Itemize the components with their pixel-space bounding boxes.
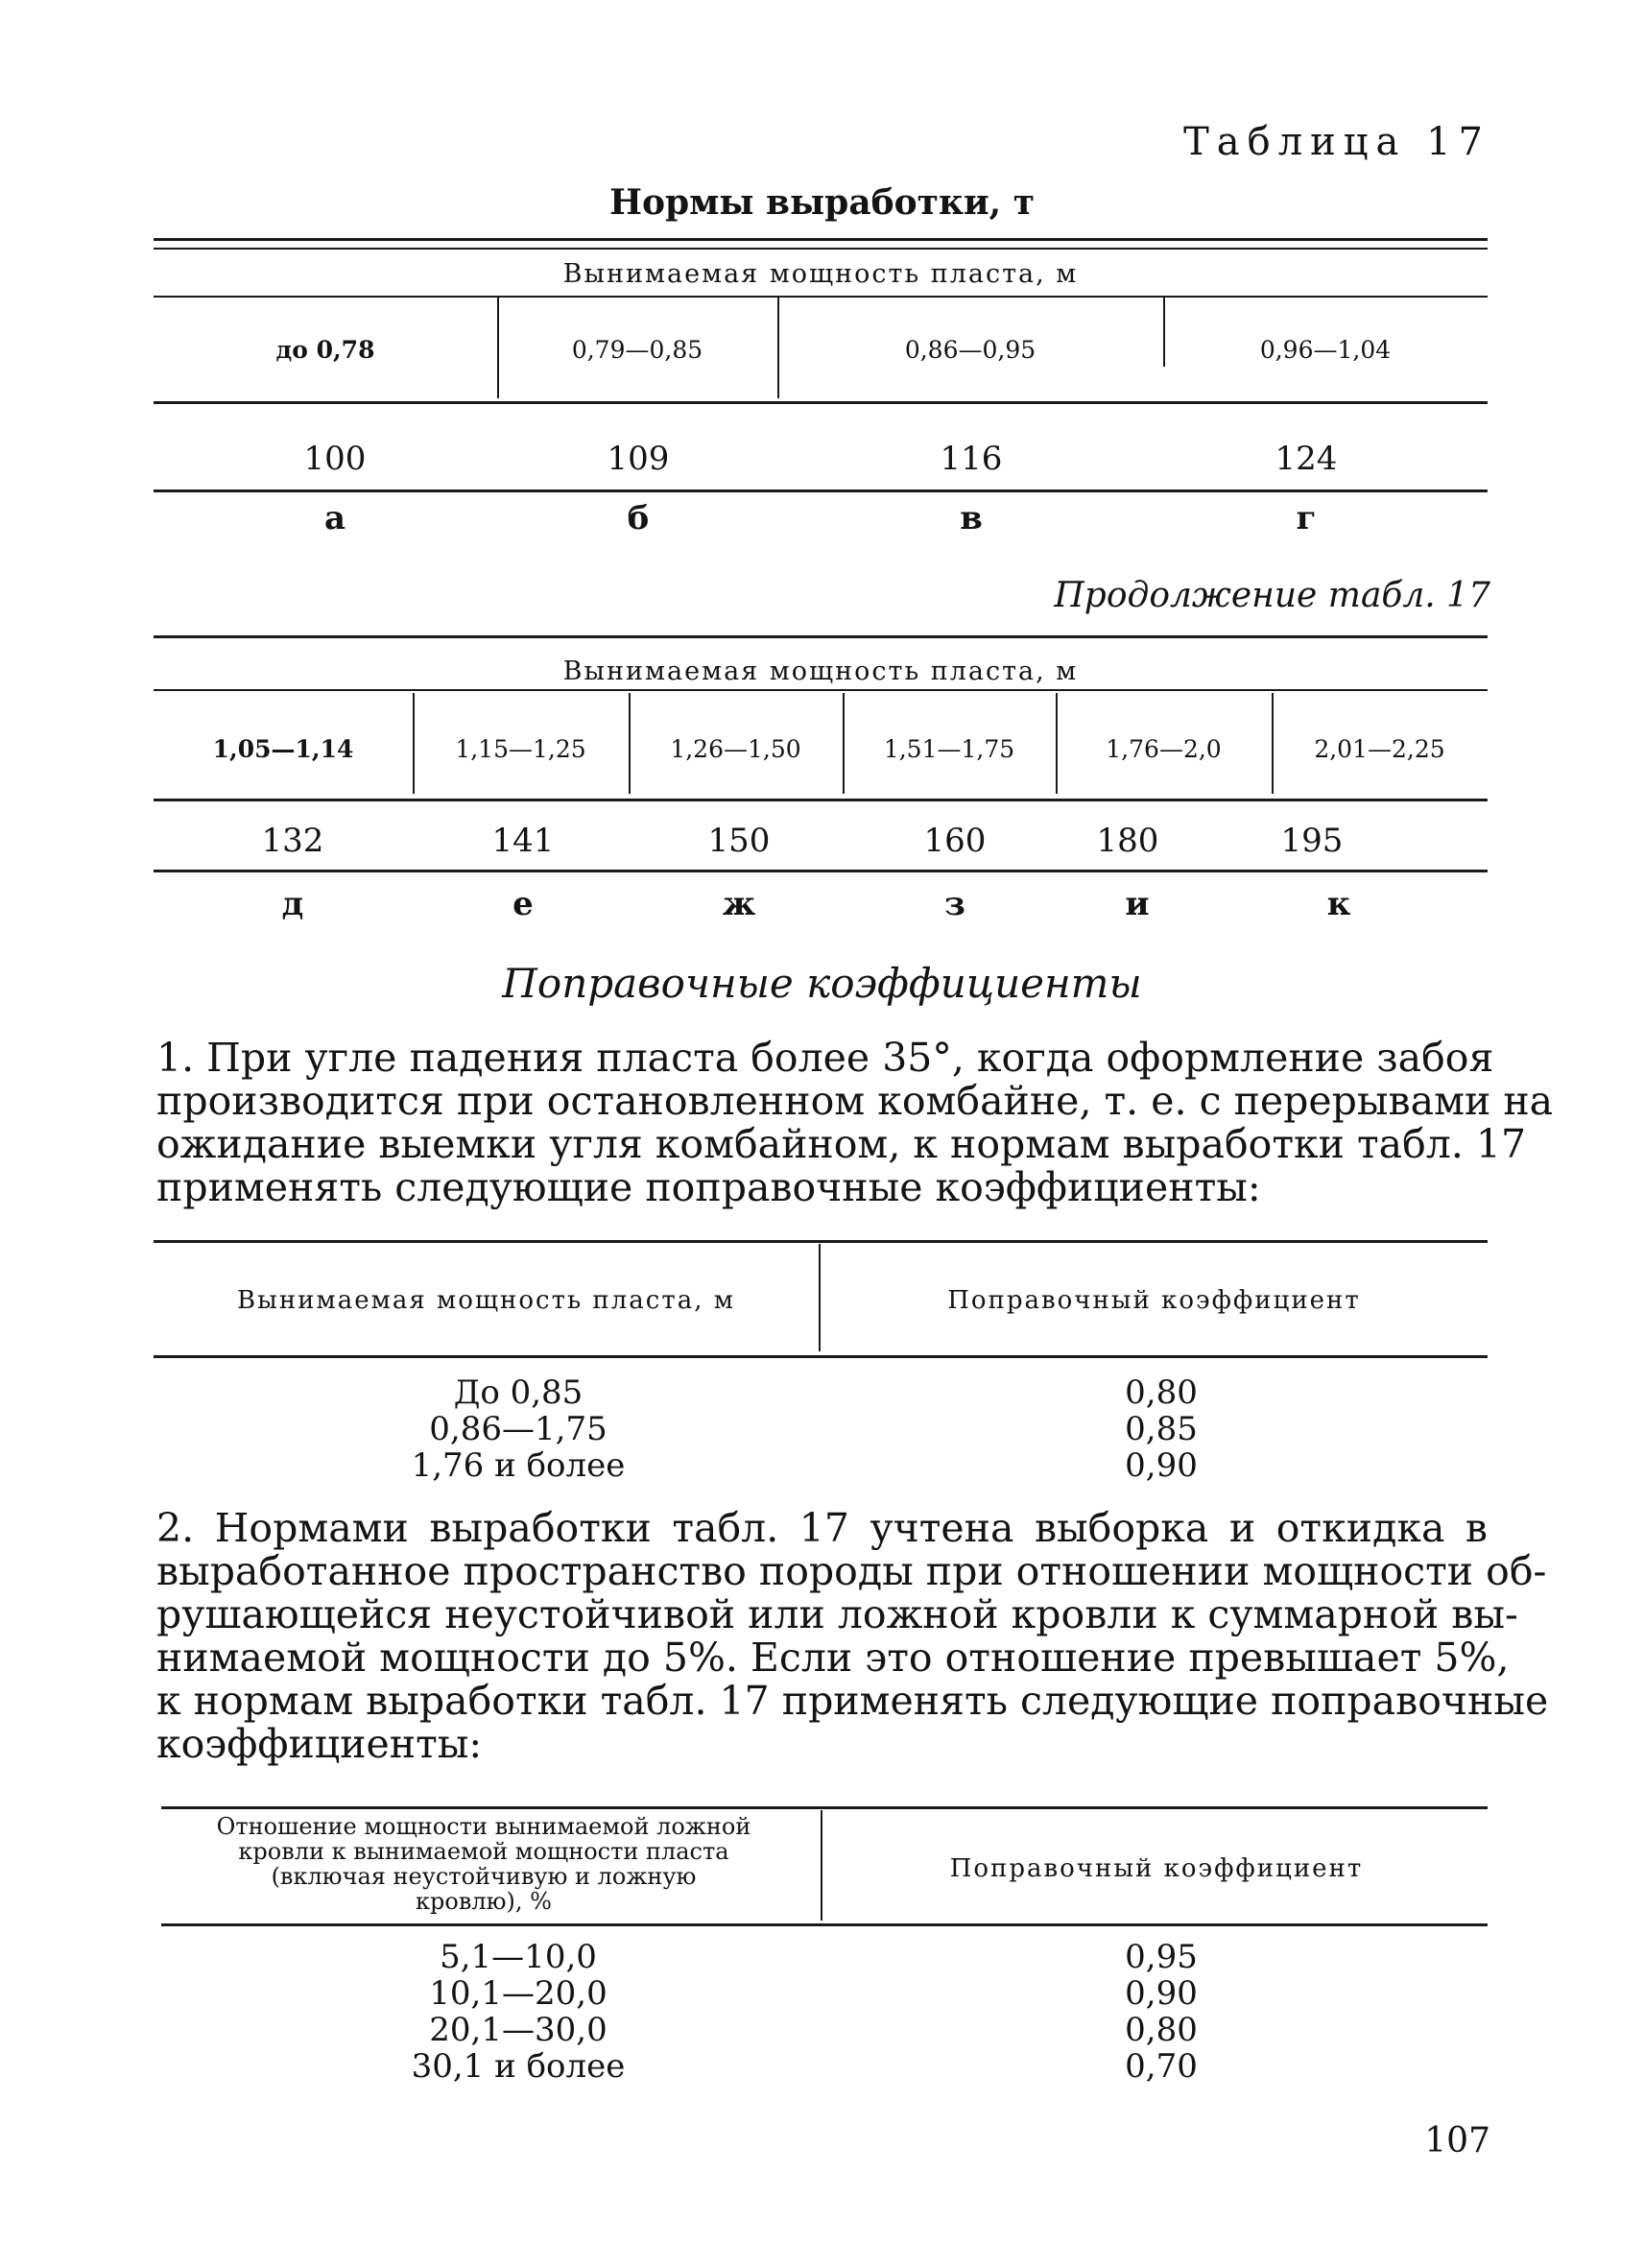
t2-coef-list bbox=[1065, 1939, 1257, 2085]
t1-range: 1,76 и более bbox=[411, 1446, 626, 1485]
paragraph-2-line: к нормам выработки табл. 17 применять следующие поправочные bbox=[156, 1678, 1549, 1724]
t1-range-list bbox=[317, 1374, 720, 1484]
part2-value-2: 141 bbox=[491, 822, 555, 860]
t1-col1-header: Вынимаемая мощность пласта, м bbox=[237, 1286, 735, 1315]
paragraph-1-line: ожидание выемки угля комбайном, к нормам выработки табл. 17 bbox=[156, 1121, 1527, 1167]
t2-range: 20,1—30,0 bbox=[429, 2011, 608, 2049]
part1-header: Вынимаемая мощность пласта, м bbox=[562, 259, 1079, 289]
paragraph-1-line: применять следующие поправочные коэффициенты: bbox=[156, 1164, 1261, 1210]
part2-col-3: 1,26—1,50 bbox=[670, 735, 801, 763]
t1-coef: 0,90 bbox=[1125, 1446, 1198, 1485]
t2-range: 5,1—10,0 bbox=[440, 1938, 597, 1976]
part2-letter-6: к bbox=[1326, 885, 1351, 923]
part2-letter-5: и bbox=[1125, 885, 1150, 923]
paragraph-2-line: выработанное пространство породы при отношении мощности об- bbox=[156, 1548, 1547, 1594]
t2-coef: 0,90 bbox=[1125, 1974, 1198, 2013]
part1-col-1: до 0,78 bbox=[275, 336, 375, 364]
page-number: 107 bbox=[1424, 2121, 1490, 2161]
part1-value-2: 109 bbox=[607, 440, 670, 478]
part2-value-3: 150 bbox=[707, 822, 771, 860]
part1-letter-4: г bbox=[1296, 499, 1317, 537]
t1-range: 0,86—1,75 bbox=[429, 1410, 608, 1448]
t2-range: 10,1—20,0 bbox=[429, 1974, 608, 2013]
paragraph-2-line: рушающейся неустойчивой или ложной кровли к суммарной вы- bbox=[156, 1591, 1518, 1637]
part2-col-6: 2,01—2,25 bbox=[1314, 735, 1445, 763]
t1-range: До 0,85 bbox=[453, 1373, 584, 1412]
part1-letter-3: в bbox=[960, 499, 983, 537]
paragraph-2-line: нимаемой мощности до 5%. Если это отношение превышает 5%, bbox=[156, 1635, 1510, 1681]
t2-range-list bbox=[317, 1939, 720, 2085]
part1-col-3: 0,86—0,95 bbox=[904, 336, 1036, 364]
t1-col2-header: Поправочный коэффициент bbox=[947, 1286, 1361, 1315]
paragraph-1-line: 1. При угле падения пласта более 35°, когда оформление забоя bbox=[156, 1035, 1494, 1081]
t2-coef: 0,95 bbox=[1125, 1938, 1198, 1976]
part2-header: Вынимаемая мощность пласта, м bbox=[562, 657, 1079, 686]
paragraph-1 bbox=[156, 1035, 1554, 1210]
part2-letter-4: з bbox=[944, 885, 965, 923]
paragraph-2-line: 2. Нормами выработки табл. 17 учтена выборка и откидка в bbox=[156, 1505, 1488, 1551]
part1-col-4: 0,96—1,04 bbox=[1259, 336, 1392, 364]
part1-value-3: 116 bbox=[940, 440, 1003, 478]
t2-col1-header-line: Отношение мощности вынимаемой ложной bbox=[216, 1813, 751, 1840]
t2-col1-header-line: (включая неустойчивую и ложную bbox=[271, 1863, 697, 1890]
part2-col-1: 1,05—1,14 bbox=[212, 735, 354, 763]
part2-value-6: 195 bbox=[1280, 822, 1344, 860]
part2-value-1: 132 bbox=[261, 822, 324, 860]
part2-value-5: 180 bbox=[1096, 822, 1159, 860]
t2-col1-header-line: кровлю), % bbox=[416, 1888, 552, 1915]
part2-col-2: 1,15—1,25 bbox=[455, 735, 586, 763]
paragraph-1-line: производится при остановленном комбайне, т. е. с перерывами на bbox=[156, 1078, 1554, 1124]
part2-col-5: 1,76—2,0 bbox=[1106, 735, 1222, 763]
t1-coef: 0,80 bbox=[1125, 1373, 1198, 1412]
t1-coef: 0,85 bbox=[1125, 1410, 1198, 1448]
t2-col1-header bbox=[161, 1814, 806, 1914]
part2-letter-1: д bbox=[281, 885, 304, 923]
section-title: Поправочные коэффициенты bbox=[502, 960, 1142, 1007]
part2-col-4: 1,51—1,75 bbox=[883, 735, 1015, 763]
table-title: Нормы выработки, т bbox=[608, 182, 1036, 223]
paragraph-2-line: коэффициенты: bbox=[156, 1721, 483, 1767]
t2-col2-header: Поправочный коэффициент bbox=[949, 1854, 1364, 1883]
part1-value-1: 100 bbox=[303, 440, 367, 478]
table-label: Таблица 17 bbox=[1183, 120, 1490, 164]
t2-range: 30,1 и более bbox=[411, 2047, 626, 2086]
part1-value-4: 124 bbox=[1275, 440, 1338, 478]
part1-letter-1: а bbox=[323, 499, 346, 537]
t2-col1-header-line: кровли к вынимаемой мощности пласта bbox=[238, 1838, 729, 1865]
t1-coef-list bbox=[1065, 1374, 1257, 1484]
t2-coef: 0,70 bbox=[1125, 2047, 1198, 2086]
part2-value-4: 160 bbox=[923, 822, 987, 860]
part1-letter-2: б bbox=[627, 499, 650, 537]
continuation-label: Продолжение табл. 17 bbox=[1054, 576, 1490, 615]
part2-letter-3: ж bbox=[722, 885, 756, 923]
part2-letter-2: е bbox=[512, 885, 534, 923]
paragraph-2 bbox=[156, 1505, 1549, 1767]
part1-col-2: 0,79—0,85 bbox=[571, 336, 703, 364]
t2-coef: 0,80 bbox=[1125, 2011, 1198, 2049]
